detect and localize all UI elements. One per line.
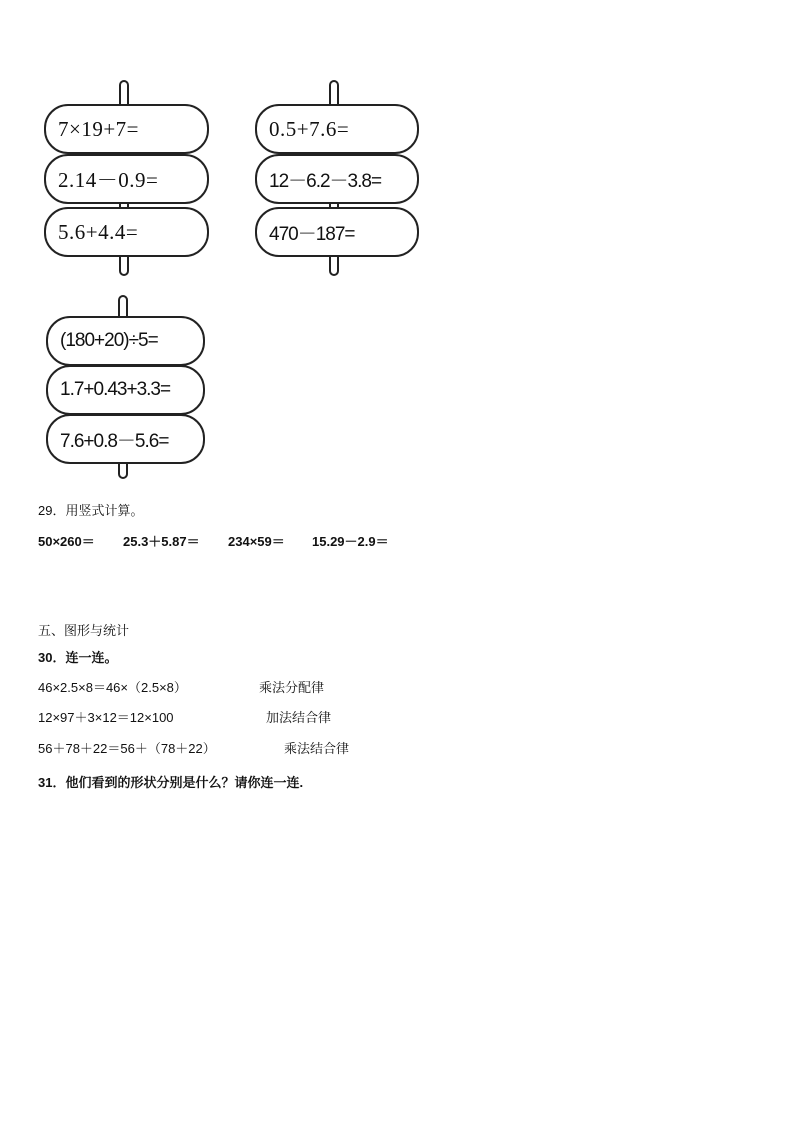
skewer-1-item-1: 7×19+7=: [44, 104, 209, 154]
q31-title: 31．他们看到的形状分别是什么？请你连一连.: [38, 775, 304, 790]
section5-title: 五、图形与统计: [38, 623, 130, 638]
q30-left-1: 46×2.5×8＝46×（2.5×8）: [38, 680, 187, 695]
skewer-1-item-2: 2.14－0.9=: [44, 154, 209, 204]
q29-item-1: 50×260＝: [38, 534, 95, 549]
q30-left-3: 56＋78＋22＝56＋（78＋22）: [38, 741, 216, 756]
q30-right-1: 乘法分配律: [259, 680, 325, 695]
skewer-2-item-3: 470－187=: [255, 207, 419, 257]
skewer-3-item-1: (180+20)÷5=: [46, 316, 205, 366]
skewer-3-item-3: 7.6+0.8－5.6=: [46, 414, 205, 464]
skewer-2-item-1: 0.5+7.6=: [255, 104, 419, 154]
q30-right-2: 加法结合律: [266, 710, 332, 725]
q30-title: 30．连一连。: [38, 650, 118, 665]
skewer-3-item-2: 1.7+0.43+3.3=: [46, 365, 205, 415]
q29-title: 29．用竖式计算。: [38, 503, 144, 518]
q30-left-2: 12×97＋3×12＝12×100: [38, 710, 174, 725]
q30-right-3: 乘法结合律: [284, 741, 350, 756]
q29-item-3: 234×59＝: [228, 534, 285, 549]
q29-item-2: 25.3＋5.87＝: [123, 534, 200, 549]
skewer-2-item-2: 12－6.2－3.8=: [255, 154, 419, 204]
skewer-1-item-3: 5.6+4.4=: [44, 207, 209, 257]
q29-item-4: 15.29－2.9＝: [312, 534, 389, 549]
